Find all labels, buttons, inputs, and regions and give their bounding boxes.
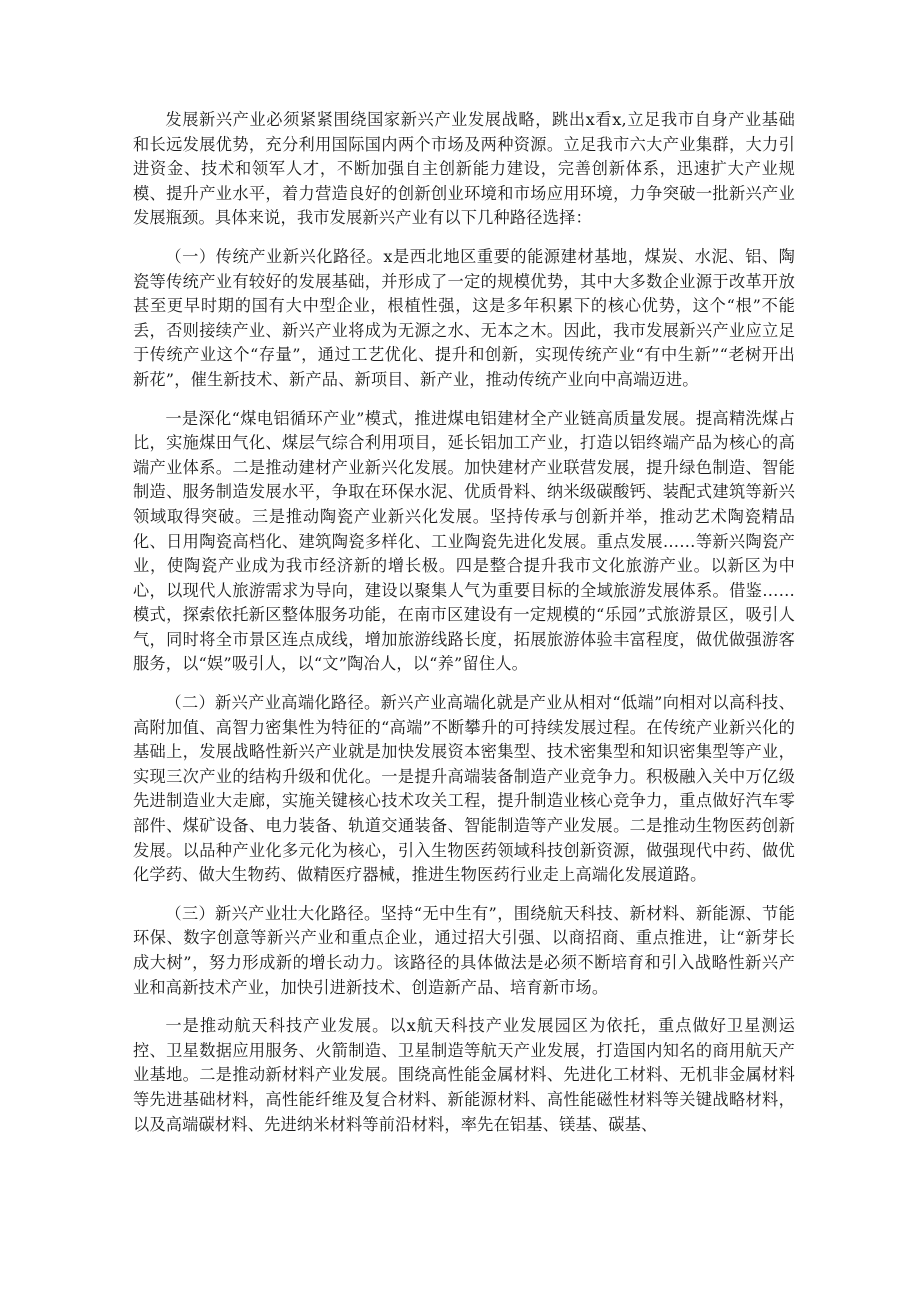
paragraph-path-2: （二）新兴产业高端化路径。新兴产业高端化就是产业从相对“低端”向相对以高科技、高附加值、高智力密集性为特征的“高端”不断攀升的可持续发展过程。在传统产业新兴化的基础上，发展战略性新兴产业就是加快发展资本密集型、技术密集型和知识密集型等产业，实现三次产业的结构升级和优化。一是提升高端装备制造产业竞争力。积极融入关中万亿级先进制造业大走廊，实施关键核心技术攻关工程，提升制造业核心竞争力，重点做好汽车零部件、煤矿设备、电力装备、轨道交通装备、智能制造等产业发展。二是推动生物医药创新发展。以品种产业化多元化为核心，引入生物医药领域科技创新资源，做强现代中药、做优化学药、做大生物药、做精医疗器械，推进生物医药行业走上高端化发展道路。 <box>133 693 795 885</box>
paragraph-path-1-details: 一是深化“煤电铝循环产业”模式，推进煤电铝建材全产业链高质量发展。提高精洗煤占比，实施煤田气化、煤层气综合利用项目，延长铝加工产业，打造以铝终端产品为核心的高端产业体系。二是推动建材产业新兴化发展。加快建材产业联营发展，提升绿色制造、智能制造、服务制造发展水平，争取在环保水泥、优质骨料、纳米级碳酸钙、装配式建筑等新兴领域取得突破。三是推动陶瓷产业新兴化发展。坚持传承与创新并举，推动艺术陶瓷精品化、日用陶瓷高档化、建筑陶瓷多样化、工业陶瓷先进化发展。重点发展……等新兴陶瓷产业，使陶瓷产业成为我市经济新的增长极。四是整合提升我市文化旅游产业。以新区为中心，以现代人旅游需求为导向，建设以聚集人气为重要目标的全域旅游发展体系。借鉴……模式，探索依托新区整体服务功能，在南市区建设有一定规模的“乐园”式旅游景区，吸引人气，同时将全市景区连点成线，增加旅游线路长度，拓展旅游体验丰富程度，做优做强游客服务，以“娱”吸引人，以“文”陶冶人，以“养”留住人。 <box>133 408 795 674</box>
paragraph-path-3-details: 一是推动航天科技产业发展。以x航天科技产业发展园区为依托，重点做好卫星测运控、卫星数据应用服务、火箭制造、卫星制造等航天产业发展，打造国内知名的商用航天产业基地。二是推动新材料产业发展。围绕高性能金属材料、先进化工材料、无机非金属材料等先进基础材料，高性能纤维及复合材料、新能源材料、高性能磁性材料等关键战略材料，以及高端碳材料、先进纳米材料等前沿材料，率先在铝基、镁基、碳基、 <box>133 1016 795 1134</box>
paragraph-intro: 发展新兴产业必须紧紧围绕国家新兴产业发展战略，跳出x看x,立足我市自身产业基础和长远发展优势，充分利用国际国内两个市场及两种资源。立足我市六大产业集群，大力引进资金、技术和领军人才，不断加强自主创新能力建设，完善创新体系，迅速扩大产业规模、提升产业水平，着力营造良好的创新创业环境和市场应用环境，力争突破一批新兴产业发展瓶颈。具体来说，我市发展新兴产业有以下几种路径选择： <box>133 110 795 228</box>
document-body <box>133 108 795 1151</box>
paragraph-path-3: （三）新兴产业壮大化路径。坚持“无中生有”，围绕航天科技、新材料、新能源、节能环保、数字创意等新兴产业和重点企业，通过招大引强、以商招商、重点推进，让“新芽长成大树”，努力形成新的增长动力。该路径的具体做法是必须不断培育和引入战略性新兴产业和高新技术产业，加快引进新技术、创造新产品、培育新市场。 <box>133 903 795 997</box>
paragraph-path-1: （一）传统产业新兴化路径。x是西北地区重要的能源建材基地，煤炭、水泥、铝、陶瓷等传统产业有较好的发展基础，并形成了一定的规模优势，其中大多数企业源于改革开放甚至更早时期的国有大中型企业，根植性强，这是多年积累下的核心优势，这个“根”不能丢，否则接续产业、新兴产业将成为无源之水、无本之木。因此，我市发展新兴产业应立足于传统产业这个“存量”，通过工艺优化、提升和创新，实现传统产业“有中生新”“老树开出新花”，催生新技术、新产品、新项目、新产业，推动传统产业向中高端迈进。 <box>133 246 795 389</box>
